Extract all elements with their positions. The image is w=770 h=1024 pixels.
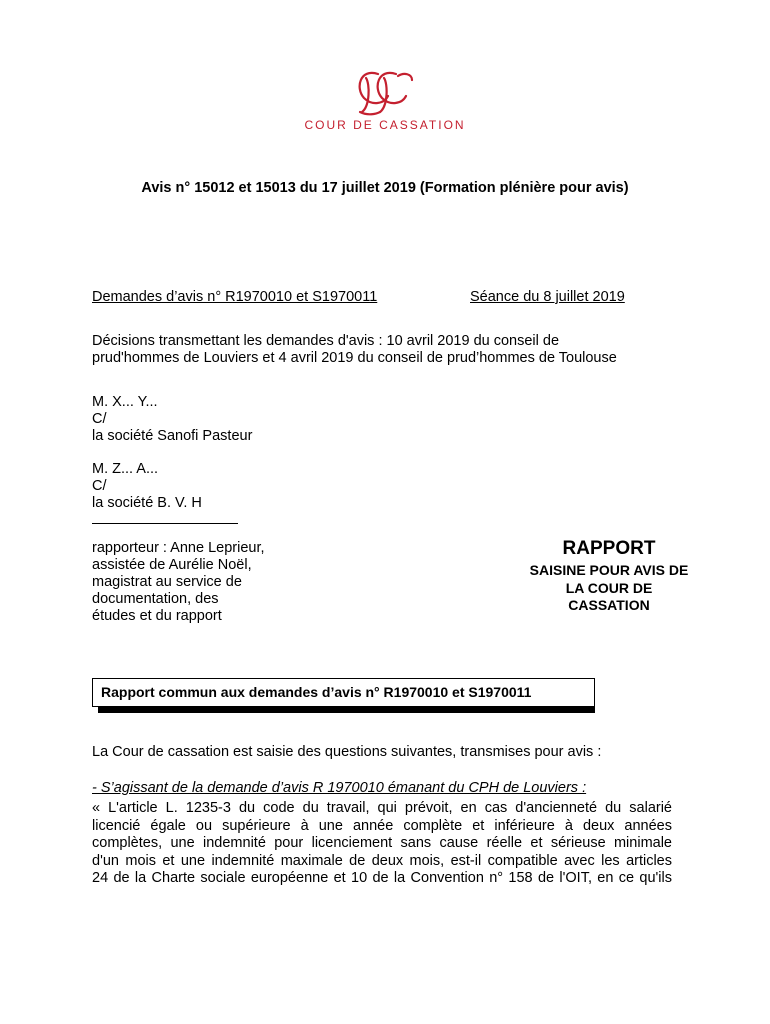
body-line-1: « L'article L. 1235-3 du code du travail, qui prévoit, en cas d'ancienneté du salarié xyxy=(92,800,672,816)
party1-name: M. X... Y... xyxy=(92,394,158,410)
document-title: Avis n° 15012 et 15013 du 17 juillet 2019 (Formation plénière pour avis) xyxy=(141,180,629,196)
body-line-4: d'un mois et une indemnité maximale de deux mois, est-il compatible avec les articles xyxy=(92,852,672,869)
body-line-2: licencié égale ou supérieure à une année complète et inférieure à deux années xyxy=(92,817,672,834)
rapporteur-line-2: assistée de Aurélie Noël, xyxy=(92,557,252,573)
rapport-subtitle-line-3: CASSATION xyxy=(568,597,650,613)
cour-de-cassation-emblem-icon xyxy=(300,66,470,118)
demande-heading: - S’agissant de la demande d’avis R 1970010 émanant du CPH de Louviers : xyxy=(92,780,587,796)
separator-line xyxy=(92,523,238,524)
party2-name: M. Z... A... xyxy=(92,461,159,477)
rapporteur-line-3: magistrat au service de xyxy=(92,574,242,590)
intro-text: La Cour de cassation est saisie des questions suivantes, transmises pour avis : xyxy=(92,744,602,760)
seance-date: Séance du 8 juillet 2019 xyxy=(470,289,625,305)
party1-company: la société Sanofi Pasteur xyxy=(92,428,253,444)
party2-versus: C/ xyxy=(92,478,107,494)
logo-text: COUR DE CASSATION xyxy=(304,118,466,132)
rapporteur-line-4: documentation, des xyxy=(92,591,219,607)
rapport-title: RAPPORT xyxy=(562,538,656,559)
body-line-5: 24 de la Charte sociale européenne et 10 de la Convention n° 158 de l'OIT, en ce qu'ils xyxy=(92,870,672,886)
rapport-subtitle xyxy=(480,562,738,615)
rapport-subtitle-line-1: SAISINE POUR AVIS DE xyxy=(529,562,689,578)
cour-de-cassation-logo xyxy=(300,66,470,136)
body-line-3: complètes, une indemnité pour licenciement sans cause réelle et sérieuse minimale xyxy=(92,835,672,851)
body-paragraph xyxy=(92,800,672,888)
demandes-reference: Demandes d’avis n° R1970010 et S1970011 xyxy=(92,289,378,305)
rapporteur-line-1: rapporteur : Anne Leprieur, xyxy=(92,540,265,556)
rapport-subtitle-line-2: LA COUR DE xyxy=(565,579,653,596)
party1-versus: C/ xyxy=(92,411,107,427)
decisions-line-1: Décisions transmettant les demandes d'avis : 10 avril 2019 du conseil de xyxy=(92,333,560,349)
party2-company: la société B. V. H xyxy=(92,495,202,511)
decisions-line-2: prud'hommes de Louviers et 4 avril 2019 du conseil de prud’hommes de Toulouse xyxy=(92,350,617,366)
rapport-commun-box: Rapport commun aux demandes d’avis n° R1970010 et S1970011 xyxy=(92,678,595,707)
rapporteur-line-5: études et du rapport xyxy=(92,608,222,624)
